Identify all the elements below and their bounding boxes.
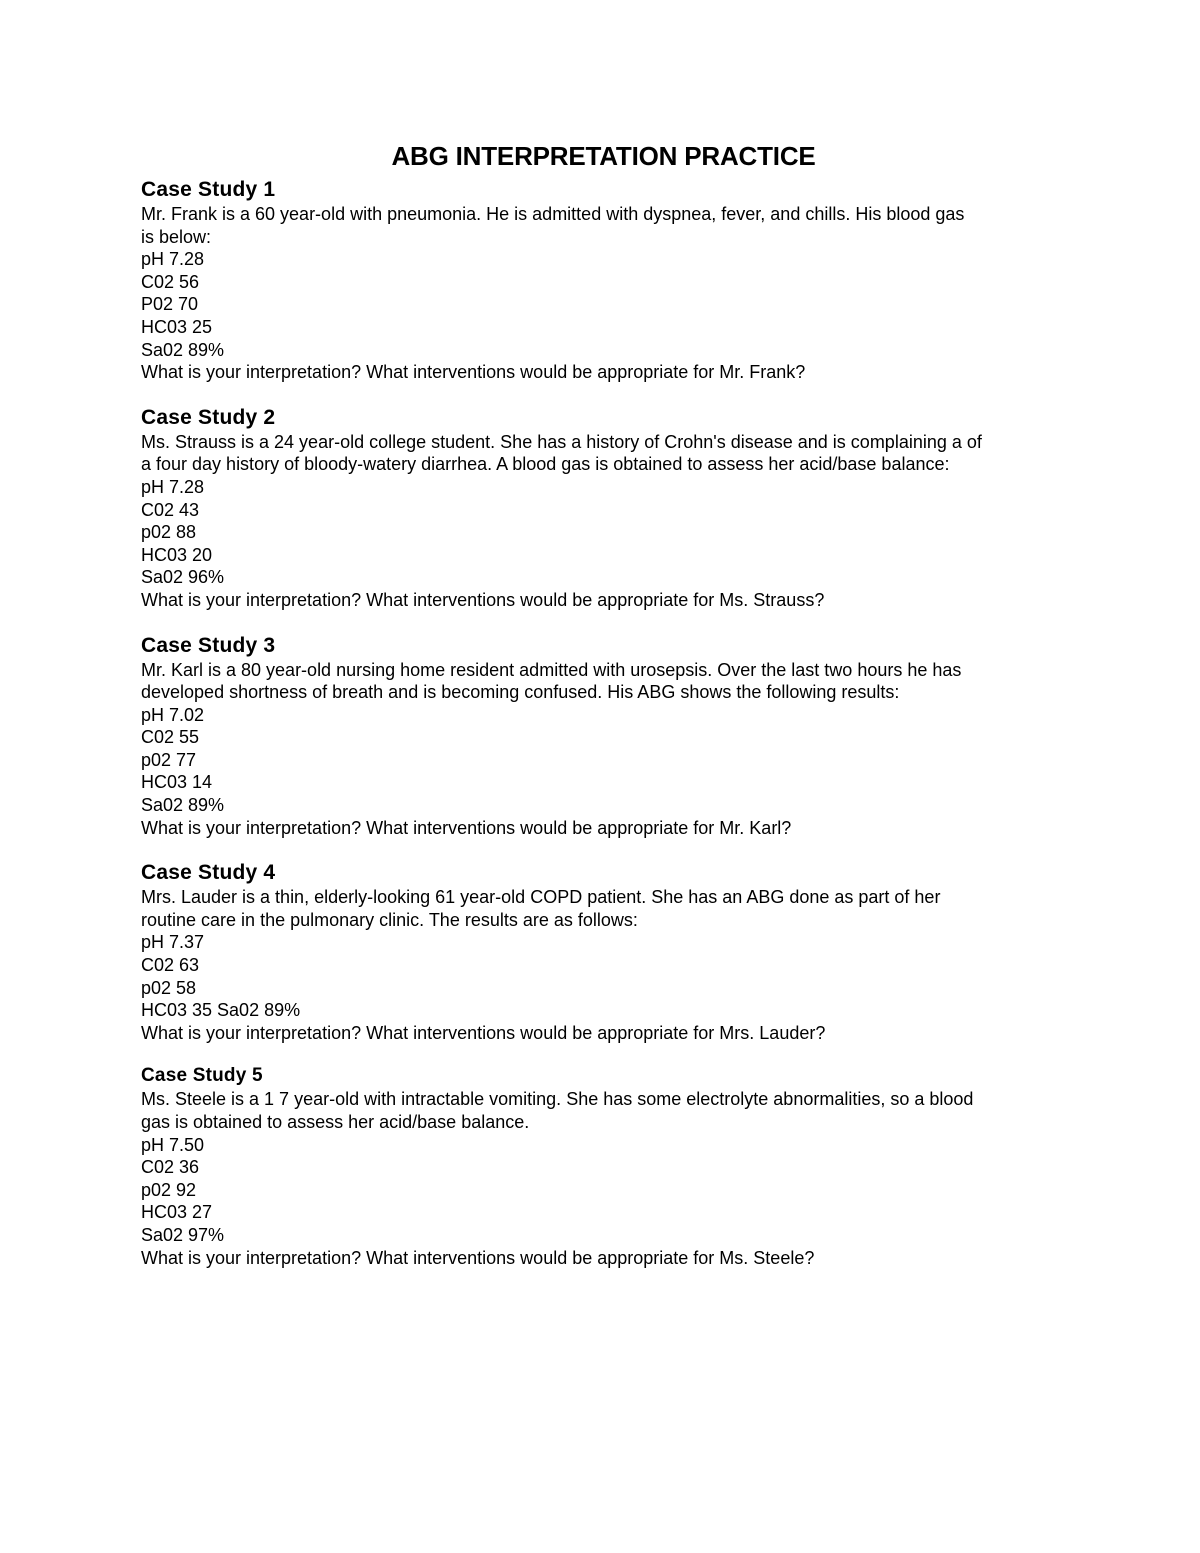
case-study-1 <box>141 176 1066 384</box>
lab-value-po2: P02 70 <box>141 294 199 315</box>
lab-value-co2: C02 36 <box>141 1157 200 1178</box>
case-study-5 <box>141 1064 1066 1269</box>
case-study-4 <box>141 859 1066 1044</box>
case-study-title: Case Study 2 <box>141 405 276 429</box>
case-text-line: gas is obtained to assess her acid/base balance. <box>141 1112 530 1132</box>
case-question: What is your interpretation? What interventions would be appropriate for Ms. Strauss? <box>141 589 825 610</box>
case-study-2 <box>141 404 1066 612</box>
lab-value-hco3: HC03 25 <box>141 316 213 337</box>
lab-value-ph: pH 7.37 <box>141 932 205 953</box>
document-page <box>141 140 1066 1269</box>
lab-value-ph: pH 7.28 <box>141 249 205 270</box>
case-text-line: routine care in the pulmonary clinic. The results are as follows: <box>141 909 638 930</box>
lab-value-hco3: HC03 14 <box>141 772 213 793</box>
lab-value-sao2: Sa02 96% <box>141 567 225 588</box>
case-study-title: Case Study 4 <box>141 861 276 885</box>
lab-value-po2: p02 92 <box>141 1179 197 1200</box>
lab-value-co2: C02 43 <box>141 499 200 520</box>
lab-value-po2: p02 58 <box>141 977 197 998</box>
lab-value-po2: p02 88 <box>141 522 197 543</box>
case-text-line: a four day history of bloody-watery diarrhea. A blood gas is obtained to assess her acid/base balance: <box>141 454 950 475</box>
lab-value-sao2: Sa02 89% <box>141 339 225 360</box>
case-question: What is your interpretation? What interventions would be appropriate for Mr. Frank? <box>141 362 806 383</box>
case-question: What is your interpretation? What interventions would be appropriate for Mr. Karl? <box>141 817 792 838</box>
case-text-line: Mrs. Lauder is a thin, elderly-looking 61 year-old COPD patient. She has an ABG done as part of her <box>141 887 941 908</box>
case-text-line: developed shortness of breath and is becoming confused. His ABG shows the following results: <box>141 682 900 703</box>
case-study-3 <box>141 632 1066 840</box>
lab-value-hco3: HC03 27 <box>141 1202 213 1223</box>
lab-value-po2: p02 77 <box>141 749 197 770</box>
lab-value-co2: C02 55 <box>141 727 200 748</box>
lab-value-ph: pH 7.50 <box>141 1134 205 1155</box>
case-text-line: Mr. Karl is a 80 year-old nursing home resident admitted with urosepsis. Over the last two hours he has <box>141 659 962 680</box>
case-study-title: Case Study 1 <box>141 178 276 201</box>
case-text-line: Mr. Frank is a 60 year-old with pneumonia. He is admitted with dyspnea, fever, and chills. His blood gas <box>141 204 965 224</box>
lab-value-co2: C02 56 <box>141 271 200 292</box>
lab-value-hco3: HC03 20 <box>141 544 213 565</box>
case-text-line: Ms. Strauss is a 24 year-old college student. She has a history of Crohn's disease and is complaining a of <box>141 431 982 452</box>
document-title: ABG INTERPRETATION PRACTICE <box>391 141 816 171</box>
lab-value-ph: pH 7.28 <box>141 476 205 497</box>
case-question: What is your interpretation? What interventions would be appropriate for Ms. Steele? <box>141 1247 815 1268</box>
lab-value-sao2: Sa02 89% <box>141 795 225 816</box>
lab-value-hco3-sao2: HC03 35 Sa02 89% <box>141 1000 301 1021</box>
case-text-line: Ms. Steele is a 1 7 year-old with intractable vomiting. She has some electrolyte abnormalities, so a blood <box>141 1089 974 1110</box>
case-question: What is your interpretation? What interventions would be appropriate for Mrs. Lauder? <box>141 1022 826 1043</box>
case-study-title: Case Study 5 <box>141 1065 263 1087</box>
case-study-title: Case Study 3 <box>141 633 276 657</box>
lab-value-co2: C02 63 <box>141 955 200 976</box>
lab-value-sao2: Sa02 97% <box>141 1224 225 1245</box>
case-text-line: is below: <box>141 226 212 247</box>
lab-value-ph: pH 7.02 <box>141 704 205 725</box>
